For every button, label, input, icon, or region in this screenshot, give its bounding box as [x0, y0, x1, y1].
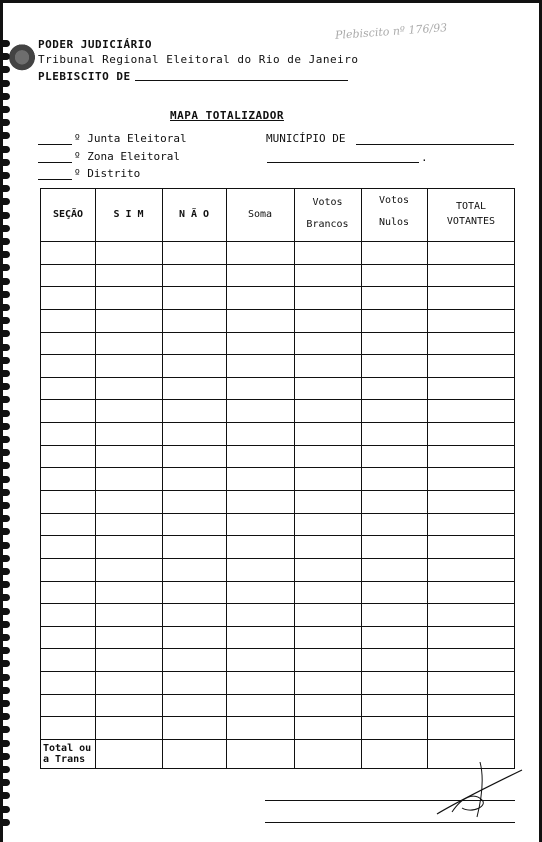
binding-ring [0, 344, 10, 351]
zona-number-blank[interactable] [38, 162, 72, 163]
table-row-line [41, 241, 514, 242]
header-total-votantes-1: TOTAL [455, 201, 487, 212]
binding-ring [0, 396, 10, 403]
binding-ring [0, 159, 10, 166]
binding-ring [0, 568, 10, 575]
binding-ring [0, 581, 10, 588]
binding-ring [0, 740, 10, 747]
table-row-line [41, 377, 514, 378]
municipio-label: MUNICÍPIO DE [266, 132, 346, 145]
table-row-line [41, 399, 514, 400]
binding-ring [0, 621, 10, 628]
binding-ring [0, 238, 10, 245]
binding-ring [0, 185, 10, 192]
binding-ring [0, 93, 10, 100]
header-soma: Soma [247, 209, 273, 220]
table-row-line [41, 513, 514, 514]
binding-ring [0, 264, 10, 271]
col-divider [294, 189, 295, 768]
table-row-line [41, 626, 514, 627]
header-votos-brancos-2: Brancos [306, 219, 349, 230]
binding-ring [0, 278, 10, 285]
header-nao: N Ã O [178, 209, 210, 220]
handwritten-note: Plebiscito nº 176/93 [334, 21, 448, 42]
coat-of-arms-seal [8, 42, 36, 76]
signature-line-2[interactable] [265, 822, 515, 823]
binding-ring [0, 660, 10, 667]
binding-ring [0, 132, 10, 139]
footer-total-label [43, 743, 91, 765]
table-row-line [41, 739, 514, 740]
header-votos-brancos-1: Votos [312, 197, 343, 208]
distrito-number-blank[interactable] [38, 179, 72, 180]
binding-ring [0, 726, 10, 733]
table-row-line [41, 286, 514, 287]
binding-ring [0, 528, 10, 535]
col-divider [95, 189, 96, 768]
binding-ring [0, 423, 10, 430]
binding-ring [0, 146, 10, 153]
binding-ring [0, 66, 10, 73]
binding-ring [0, 291, 10, 298]
zona-label: º Zona Eleitoral [74, 150, 180, 163]
junta-number-blank[interactable] [38, 144, 72, 145]
header-tribunal: Tribunal Regional Eleitoral do Rio de Janeiro [38, 53, 359, 66]
header-secao: SEÇÃO [52, 209, 84, 220]
binding-ring [0, 251, 10, 258]
binding-ring [0, 106, 10, 113]
header-total-votantes-2: VOTANTES [446, 216, 496, 227]
totals-table [40, 188, 515, 769]
binding-ring [0, 330, 10, 337]
header-plebiscito: PLEBISCITO DE [38, 70, 131, 83]
binding-ring [0, 383, 10, 390]
binding-ring [0, 766, 10, 773]
footer-total-line2: a Trans [43, 754, 86, 765]
footer-total-line1: Total ou [43, 743, 92, 754]
col-divider [162, 189, 163, 768]
binding-ring [0, 436, 10, 443]
binding-ring [0, 489, 10, 496]
distrito-label: º Distrito [74, 167, 141, 180]
binding-ring [0, 370, 10, 377]
header-sim: S I M [113, 209, 144, 220]
binding-ring [0, 687, 10, 694]
municipio-blank-2[interactable] [267, 162, 419, 163]
header-poder-judiciario: PODER JUDICIÁRIO [38, 38, 152, 51]
binding-ring [0, 753, 10, 760]
table-row-line [41, 535, 514, 536]
binding-ring [0, 674, 10, 681]
table-row-line [41, 354, 514, 355]
binding-ring [0, 80, 10, 87]
binding-ring [0, 502, 10, 509]
binding-ring [0, 555, 10, 562]
binding-ring [0, 594, 10, 601]
handwritten-signature [432, 762, 527, 822]
spiral-binding [0, 40, 14, 830]
header-votos-nulos-2: Nulos [378, 217, 410, 228]
table-row-line [41, 581, 514, 582]
binding-ring [0, 806, 10, 813]
municipio-blank[interactable] [356, 144, 514, 145]
table-row-line [41, 422, 514, 423]
table-row-line [41, 264, 514, 265]
binding-ring [0, 515, 10, 522]
binding-ring [0, 542, 10, 549]
binding-ring [0, 198, 10, 205]
binding-ring [0, 449, 10, 456]
binding-ring [0, 476, 10, 483]
binding-ring [0, 357, 10, 364]
binding-ring [0, 462, 10, 469]
binding-ring [0, 779, 10, 786]
binding-ring [0, 819, 10, 826]
table-row-line [41, 445, 514, 446]
table-row-line [41, 671, 514, 672]
binding-ring [0, 119, 10, 126]
binding-ring [0, 225, 10, 232]
binding-ring [0, 172, 10, 179]
table-row-line [41, 332, 514, 333]
binding-ring [0, 317, 10, 324]
table-row-line [41, 490, 514, 491]
table-row-line [41, 603, 514, 604]
table-row-line [41, 648, 514, 649]
col-divider [427, 189, 428, 768]
table-row-line [41, 309, 514, 310]
table-row-line [41, 716, 514, 717]
binding-ring [0, 410, 10, 417]
binding-ring [0, 647, 10, 654]
binding-ring [0, 304, 10, 311]
binding-ring [0, 713, 10, 720]
binding-ring [0, 634, 10, 641]
plebiscito-blank[interactable] [135, 80, 348, 81]
binding-ring [0, 212, 10, 219]
col-divider [361, 189, 362, 768]
table-row-line [41, 467, 514, 468]
junta-label: º Junta Eleitoral [74, 132, 187, 145]
binding-ring [0, 700, 10, 707]
table-row-line [41, 694, 514, 695]
col-divider [226, 189, 227, 768]
binding-ring [0, 608, 10, 615]
binding-ring [0, 792, 10, 799]
page-title: MAPA TOTALIZADOR [170, 109, 284, 122]
header-votos-nulos-1: Votos [378, 195, 410, 206]
table-row-line [41, 558, 514, 559]
binding-ring [0, 40, 10, 47]
municipio-period: . [421, 151, 428, 164]
